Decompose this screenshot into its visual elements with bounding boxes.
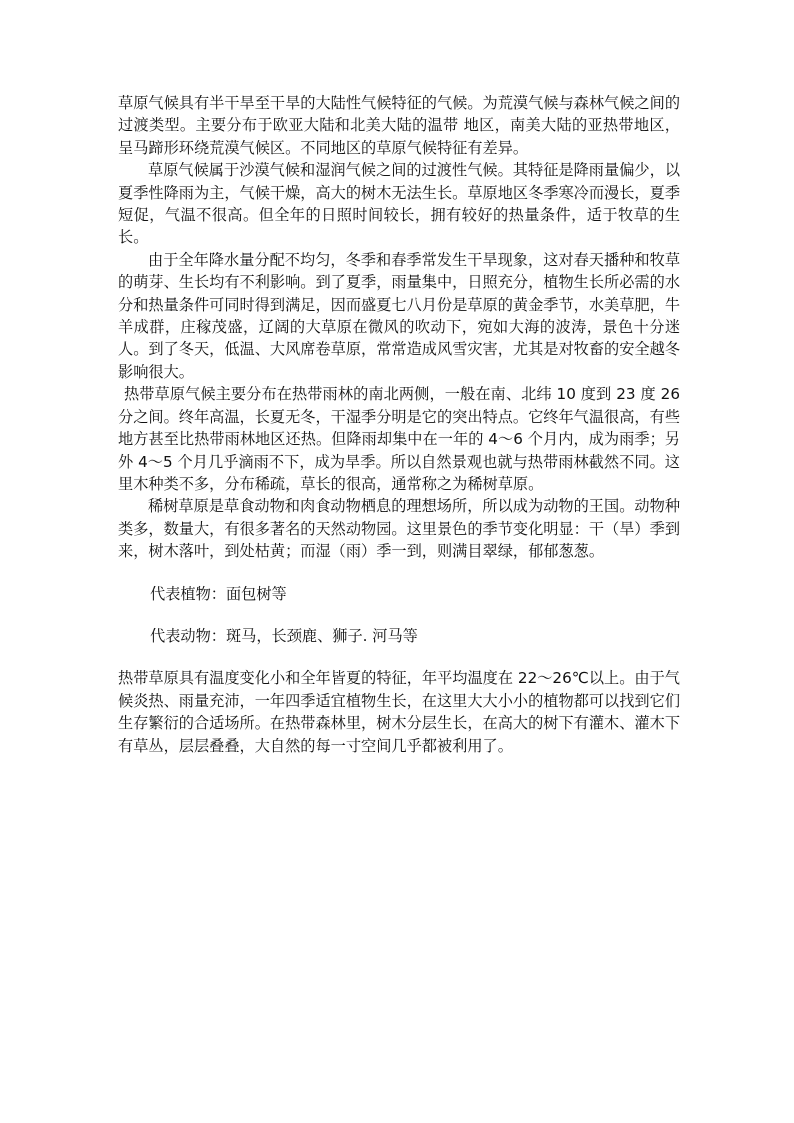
paragraph-tropical-grassland-distribution: 热带草原气候主要分布在热带雨林的南北两侧，一般在南、北纬 10 度到 23 度 26 分之间。终年高温，长夏无冬，干湿季分明是它的突出特点。它终年气温很高，有些地方甚至比热带雨林地区还热。但降雨却集中在一年的 4～6 个月内，成为雨季；另外 4～5 个月几乎滴雨不下，成为旱季。所以自然景观也就与热带雨林截然不同。这里木种类不多，分布稀疏，草长的很高，通常称之为稀树草原。 — [118, 385, 680, 493]
paragraph-savanna-animals: 稀树草原是草食动物和肉食动物栖息的理想场所，所以成为动物的王国。动物种类多，数量大，有很多著名的天然动物园。这里景色的季节变化明显：干（旱）季到来，树木落叶，到处枯黄；而湿（雨）季一到，则满目翠绿，郁郁葱葱。 — [118, 497, 680, 561]
representative-plants-label: 代表植物：面包树等 — [150, 584, 287, 603]
representative-animals-label: 代表动物：斑马，长颈鹿、狮子. 河马等 — [150, 626, 418, 645]
paragraph-grassland-climate-definition: 草原气候具有半干旱至干旱的大陆性气候特征的气候。为荒漠气候与森林气候之间的过渡类型。主要分布于欧亚大陆和北美大陆的温带 地区，南美大陆的亚热带地区，呈马蹄形环绕荒漠气候区。不同地区的草原气候特征有差异。 — [118, 94, 680, 157]
document-body — [118, 92, 680, 757]
paragraph-seasonal-precipitation: 由于全年降水量分配不均匀，冬季和春季常发生干旱现象，这对春天播种和牧草的萌芽、生长均有不利影响。到了夏季，雨量集中，日照充分，植物生长所必需的水分和热量条件可同时得到满足，因而盛夏七八月份是草原的黄金季节，水美草肥，牛羊成群，庄稼茂盛，辽阔的大草原在微风的吹动下，宛如大海的波涛，景色十分迷人。到了冬天，低温、大风席卷草原，常常造成风雪灾害，尤其是对牧畜的安全越冬影响很大。 — [118, 250, 680, 381]
paragraph-grassland-climate-features: 草原气候属于沙漠气候和湿润气候之间的过渡性气候。其特征是降雨量偏少，以夏季性降雨为主，气候干燥，高大的树木无法生长。草原地区冬季寒冷而漫长，夏季短促，气温不很高。但全年的日照时间较长，拥有较好的热量条件，适于牧草的生长。 — [118, 161, 680, 247]
paragraph-tropical-grassland-temperature: 热带草原具有温度变化小和全年皆夏的特征，年平均温度在 22～26℃以上。由于气候炎热、雨量充沛，一年四季适宜植物生长，在这里大大小小的植物都可以找到它们生存繁衍的合适场所。在热带森林里，树木分层生长，在高大的树下有灌木、灌木下有草丛，层层叠叠，大自然的每一寸空间几乎都被利用了。 — [118, 669, 680, 755]
